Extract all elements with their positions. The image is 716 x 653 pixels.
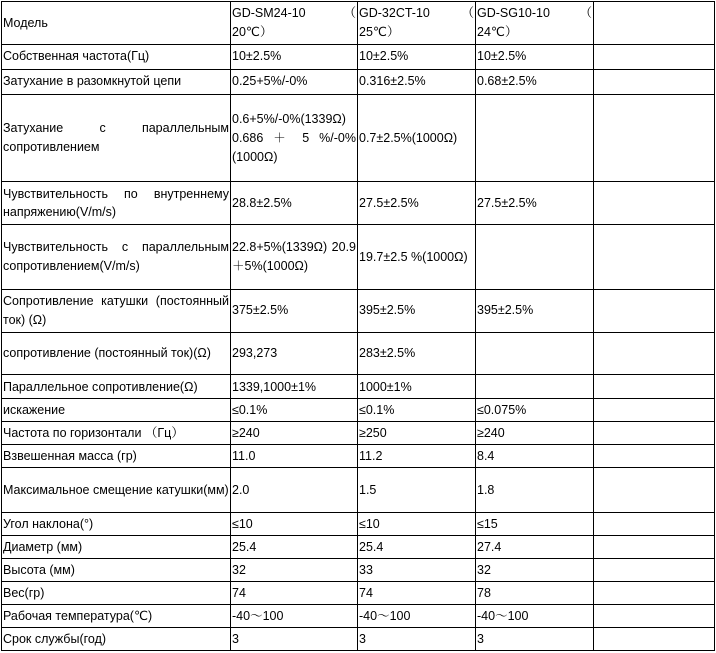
table-row xyxy=(2,536,715,559)
value-cell: GD-SG10-10 （ 24℃） xyxy=(476,2,594,45)
value-cell: 0.6+5%/-0%(1339Ω) 0.686 ＋ 5 %/-0%(1000Ω) xyxy=(231,94,358,182)
value-cell: -40～100 xyxy=(476,604,594,627)
value-cell: 74 xyxy=(231,582,358,605)
value-cell: 33 xyxy=(358,559,476,582)
row-label: Модель xyxy=(2,2,231,45)
row-label: Затухание в разомкнутой цепи xyxy=(2,69,231,94)
value-cell: 0.68±2.5% xyxy=(476,69,594,94)
table-row xyxy=(2,399,715,422)
value-cell: ≤10 xyxy=(358,513,476,536)
row-label: Собственная частота(Гц) xyxy=(2,44,231,69)
value-cell xyxy=(594,94,715,182)
value-cell: ≤15 xyxy=(476,513,594,536)
value-cell: ≤0.1% xyxy=(231,399,358,422)
table-row xyxy=(2,468,715,513)
value-cell: 1339,1000±1% xyxy=(231,375,358,399)
value-cell: -40～100 xyxy=(231,604,358,627)
value-cell: 10±2.5% xyxy=(476,44,594,69)
table-row xyxy=(2,225,715,290)
table-row xyxy=(2,44,715,69)
value-cell xyxy=(594,536,715,559)
row-label: Рабочая температура(℃) xyxy=(2,604,231,627)
value-cell: 19.7±2.5 %(1000Ω) xyxy=(358,225,476,290)
value-cell: GD-32CT-10 （ 25℃） xyxy=(358,2,476,45)
value-cell: 1.8 xyxy=(476,468,594,513)
value-cell: 27.5±2.5% xyxy=(358,182,476,225)
value-cell xyxy=(594,182,715,225)
spec-table xyxy=(1,1,715,651)
value-cell: 3 xyxy=(476,627,594,650)
table-row xyxy=(2,69,715,94)
value-cell: 3 xyxy=(358,627,476,650)
value-cell xyxy=(594,582,715,605)
value-cell: 293,273 xyxy=(231,332,358,375)
row-label: Частота по горизонтали （Гц） xyxy=(2,422,231,445)
table-row xyxy=(2,2,715,45)
spec-table-body xyxy=(2,2,715,651)
value-cell: 395±2.5% xyxy=(476,289,594,332)
row-label: Вес(гр) xyxy=(2,582,231,605)
value-cell xyxy=(594,225,715,290)
row-label: Диаметр (мм) xyxy=(2,536,231,559)
value-cell xyxy=(594,445,715,468)
value-cell xyxy=(594,604,715,627)
value-cell xyxy=(594,468,715,513)
value-cell: 25.4 xyxy=(358,536,476,559)
value-cell: 3 xyxy=(231,627,358,650)
table-row xyxy=(2,289,715,332)
row-label: Максимальное смещение катушки(мм) xyxy=(2,468,231,513)
value-cell xyxy=(476,94,594,182)
value-cell: 1.5 xyxy=(358,468,476,513)
table-row xyxy=(2,513,715,536)
value-cell: 28.8±2.5% xyxy=(231,182,358,225)
row-label: Угол наклона(°) xyxy=(2,513,231,536)
table-row xyxy=(2,422,715,445)
value-cell: 25.4 xyxy=(231,536,358,559)
value-cell: 32 xyxy=(231,559,358,582)
row-label: Затухание с параллельным сопротивлением xyxy=(2,94,231,182)
value-cell: 27.5±2.5% xyxy=(476,182,594,225)
table-row xyxy=(2,627,715,650)
value-cell xyxy=(594,332,715,375)
value-cell: 2.0 xyxy=(231,468,358,513)
table-row xyxy=(2,375,715,399)
value-cell: 10±2.5% xyxy=(231,44,358,69)
value-cell: ≤10 xyxy=(231,513,358,536)
value-cell: 11.2 xyxy=(358,445,476,468)
value-cell: ≥240 xyxy=(476,422,594,445)
value-cell xyxy=(476,332,594,375)
value-cell xyxy=(594,375,715,399)
value-cell: GD-SM24-10 （ 20℃） xyxy=(231,2,358,45)
row-label: Взвешенная масса (гр) xyxy=(2,445,231,468)
row-label: Параллельное сопротивление(Ω) xyxy=(2,375,231,399)
value-cell xyxy=(476,375,594,399)
value-cell: ≤0.1% xyxy=(358,399,476,422)
value-cell: 1000±1% xyxy=(358,375,476,399)
value-cell: 0.7±2.5%(1000Ω) xyxy=(358,94,476,182)
value-cell: 375±2.5% xyxy=(231,289,358,332)
value-cell: 32 xyxy=(476,559,594,582)
value-cell xyxy=(594,289,715,332)
value-cell xyxy=(476,225,594,290)
value-cell: 74 xyxy=(358,582,476,605)
table-row xyxy=(2,559,715,582)
row-label: искажение xyxy=(2,399,231,422)
value-cell xyxy=(594,399,715,422)
row-label: Чувствительность с параллельным сопротивлением(V/m/s) xyxy=(2,225,231,290)
value-cell xyxy=(594,44,715,69)
table-row xyxy=(2,445,715,468)
value-cell xyxy=(594,627,715,650)
value-cell xyxy=(594,69,715,94)
value-cell: -40～100 xyxy=(358,604,476,627)
value-cell: 395±2.5% xyxy=(358,289,476,332)
value-cell xyxy=(594,2,715,45)
table-row xyxy=(2,182,715,225)
row-label: Срок службы(год) xyxy=(2,627,231,650)
value-cell: 78 xyxy=(476,582,594,605)
value-cell: 0.316±2.5% xyxy=(358,69,476,94)
table-row xyxy=(2,94,715,182)
value-cell xyxy=(594,422,715,445)
value-cell: 10±2.5% xyxy=(358,44,476,69)
value-cell: 283±2.5% xyxy=(358,332,476,375)
value-cell: ≥250 xyxy=(358,422,476,445)
value-cell xyxy=(594,513,715,536)
value-cell: 22.8+5%(1339Ω) 20.9＋5%(1000Ω) xyxy=(231,225,358,290)
value-cell: 8.4 xyxy=(476,445,594,468)
table-row xyxy=(2,604,715,627)
value-cell xyxy=(594,559,715,582)
value-cell: 0.25+5%/-0% xyxy=(231,69,358,94)
value-cell: ≥240 xyxy=(231,422,358,445)
value-cell: ≤0.075% xyxy=(476,399,594,422)
row-label: Высота (мм) xyxy=(2,559,231,582)
table-row xyxy=(2,582,715,605)
value-cell: 11.0 xyxy=(231,445,358,468)
row-label: сопротивление (постоянный ток)(Ω) xyxy=(2,332,231,375)
table-row xyxy=(2,332,715,375)
row-label: Чувствительность по внутреннему напряжению(V/m/s) xyxy=(2,182,231,225)
row-label: Сопротивление катушки (постоянный ток) (Ω) xyxy=(2,289,231,332)
value-cell: 27.4 xyxy=(476,536,594,559)
